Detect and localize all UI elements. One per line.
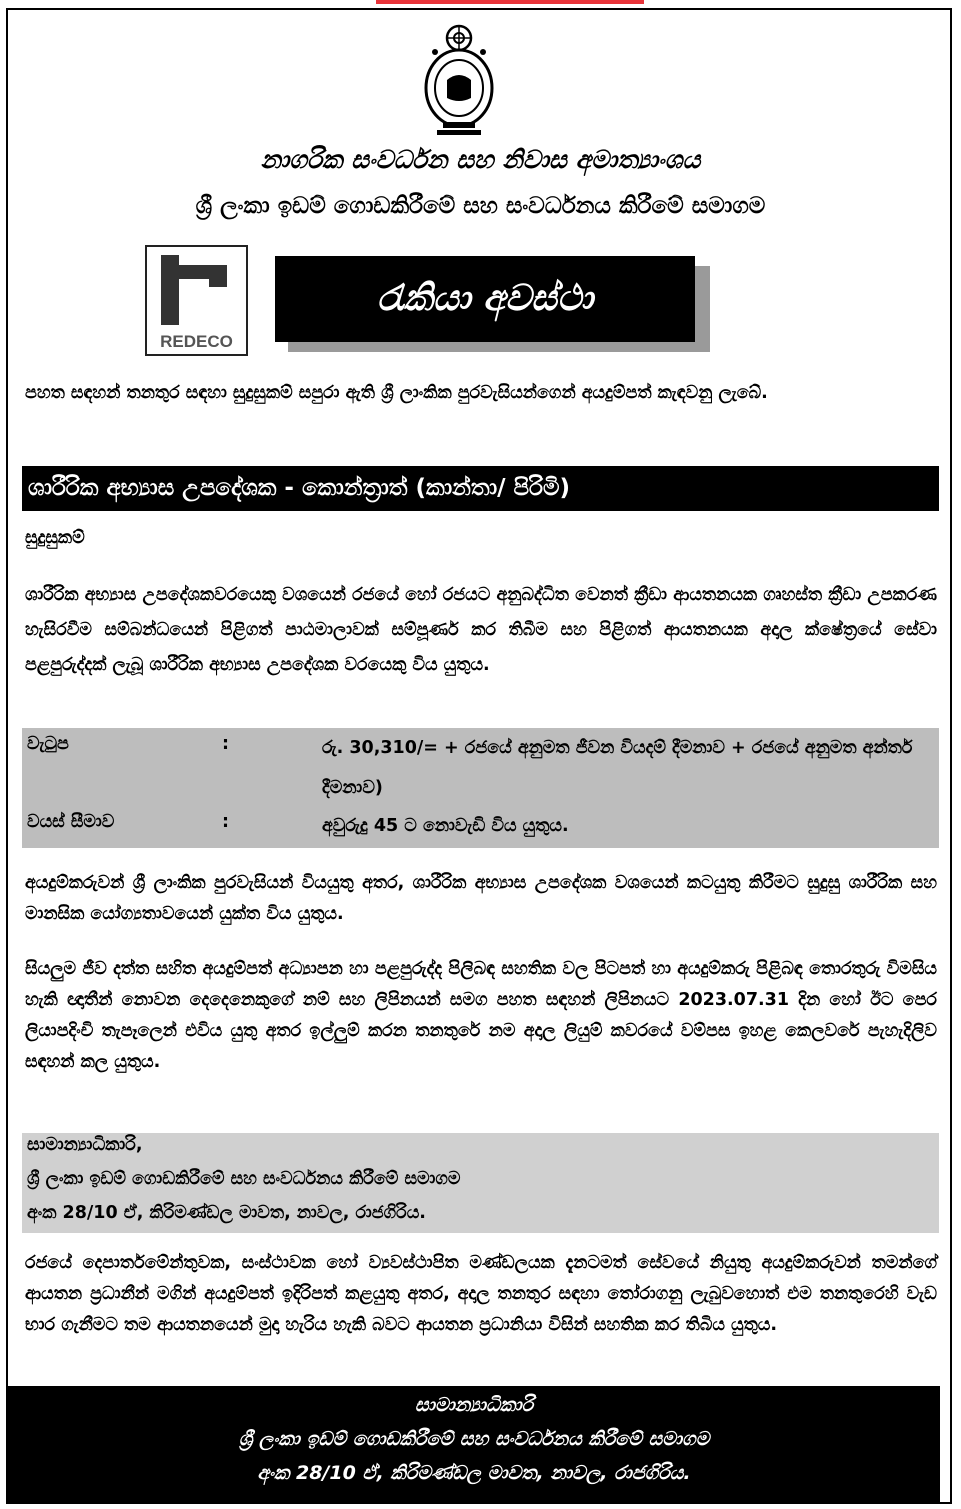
top-accent-bar <box>376 0 644 4</box>
salary-colon: : <box>222 734 229 754</box>
redeco-r-mark-icon <box>147 251 246 331</box>
post-title-bar: ශාරීරික අභ්‍යාස උපදේශක - කොන්ත්‍රාත් (කාන්තා/ පිරිමි) <box>22 466 939 511</box>
logo-text: REDECO <box>160 332 233 351</box>
qualifications-body: ශාරීරික අභ්‍යාස උපදේශකවරයෙකු වශයෙන් රජයේ හෝ රජයට අනුබද්ධිත වෙනත් ක්‍රීඩා ආයතනයක ගෘහස්ත ක්‍රීඩා උපකරණ හැසිරවීම සම්බන්ධයෙන් පිළිගත් පාඨමාලාවක් සම්පූර්ණ කර තිබීම සහ පිළිගත් ආයතනයක අදාල ක්ෂේත්‍රයේ සේවා පළපුරුද්දක් ලැබූ ශාරීරික අභ්‍යාස උපදේශක වරයෙකු විය යුතුය. <box>25 585 937 675</box>
ministry-title: නාගරික සංවර්ධන සහ නිවාස අමාත්‍යාංශය <box>260 145 701 174</box>
terms-box <box>22 728 939 848</box>
address-box <box>22 1133 939 1233</box>
address-line-1: සාමාන්‍යාධිකාරි, <box>27 1135 143 1155</box>
footer-line-1: සාමාන්‍යාධිකාරි <box>414 1394 534 1416</box>
address-line-2: ශ්‍රී ලංකා ඉඩම් ගොඩකිරීමේ සහ සංවර්ධනය කිරීමේ සමාගම <box>27 1169 461 1189</box>
footer-banner <box>8 1386 940 1502</box>
salary-value: රු. 30,310/= + රජයේ අනුමත ජීවන වියදම් දීමනාව + රජයේ අනුමත අන්තර් දීමනාව) <box>322 738 913 798</box>
age-limit-label: වයස් සීමාව <box>27 812 115 832</box>
vacancy-banner: රැකියා අවස්ථා <box>275 256 695 342</box>
address-line-3: අංක 28/10 ඒ, කිරිමණ්ඩල මාවත, නාවල, රාජගිරිය. <box>27 1203 426 1223</box>
footer-line-2: ශ්‍රී ලංකා ඉඩම් ගොඩකිරීමේ සහ සංවර්ධනය කිරීමේ සමාගම <box>238 1428 710 1450</box>
application-instructions: සියලුම ජීව දත්ත සහිත අයදුම්පත් අධ්‍යාපන හා පළපුරුද්ද පිලිබඳ සහතික වල පිටපත් හා අයදුම්කරු පිළිබඳ තොරතුරු විමසිය හැකි ඥාතීන් නොවන දෙදෙනෙකුගේ නම් සහ ලිපිනයන් සමග පහත සඳහන් ලිපිනයට 2023.07.31 දින හෝ ඊට පෙර ලියාපදිංචි තැපෑලෙන් එවිය යුතු අතර ඉල්ලුම් කරන තනතුරේ නම අදාල ලියුම් කවරයේ වම්පස ඉහළ කෙලවරේ පැහැදිලිව සඳහන් කල යුතුය. <box>25 959 937 1072</box>
footer-line-3: අංක 28/10 ඒ, කිරිමණ්ඩල මාවත, නාවල, රාජගිරිය. <box>257 1462 691 1484</box>
eligibility-paragraph: අයදුම්කරුවන් ශ්‍රී ලාංකික පුරවැසියන් වියයුතු අතර, ශාරීරික අභ්‍යාස උපදේශක වශයෙන් කටයුතු කිරීමට සුදුසු ශාරීරික සහ මානසික යෝග්‍යතාවයෙන් යුක්ත විය යුතුය. <box>25 873 937 924</box>
salary-label: වැටුප <box>27 734 69 754</box>
national-emblem-icon <box>423 22 495 136</box>
age-limit-colon: : <box>222 812 229 832</box>
organisation-title: ශ්‍රී ලංකා ඉඩම් ගොඩකිරීමේ සහ සංවර්ධනය කිරීමේ සමාගම <box>195 193 766 219</box>
government-employee-note: රජයේ දෙපාර්තමේන්තුවක, සංස්ථාවක හෝ ව්‍යවස්ථාපිත මණ්ඩලයක දැනටමත් සේවයේ නියුතු අයදුම්කරුවන් තමන්ගේ ආයතන ප්‍රධානීන් මගින් අයදුම්පත් ඉදිරිපත් කළයුතු අතර, අදාල තනතුර සඳහා තෝරාගනු ලැබුවහොත් එම තනතුරෙහි වැඩ භාර ගැනීමට තම ආයතනයෙන් මුදා හැරිය හැකි බවට ආයතන ප්‍රධානියා විසින් සහතික කර තිබිය යුතුය. <box>25 1253 937 1335</box>
qualifications-heading: සුදුසුකම් <box>25 528 85 548</box>
redeco-logo <box>145 245 248 356</box>
age-limit-value: අවුරුදු 45 ට නොවැඩි විය යුතුය. <box>322 816 569 836</box>
intro-paragraph: පහත සඳහන් තනතුර සඳහා සුදුසුකම් සපුරා ඇති ශ්‍රී ලාංකික පුරවැසියන්ගෙන් අයදුම්පත් කැඳවනු ලැබේ. <box>25 383 768 403</box>
